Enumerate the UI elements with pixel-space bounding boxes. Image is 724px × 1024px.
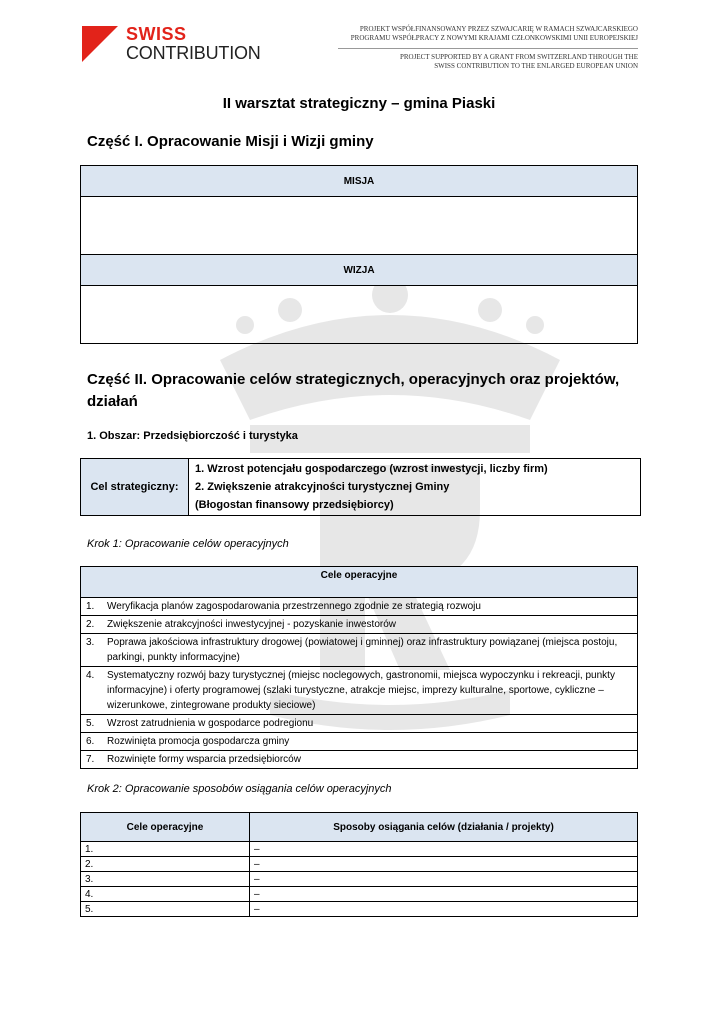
header-en-line-1: PROJECT SUPPORTED BY A GRANT FROM SWITZERLAND THROUGH THE	[400, 53, 638, 61]
op-goal-text: Rozwinięte formy wsparcia przedsiębiorców	[101, 751, 638, 769]
row-number: 1.	[81, 598, 102, 616]
wizja-field[interactable]	[81, 286, 638, 344]
operational-goals-table	[80, 566, 638, 769]
table-row	[81, 872, 638, 887]
table-row	[81, 733, 638, 751]
table-row	[81, 598, 638, 616]
table-row	[81, 902, 638, 917]
header-en-line-2: SWISS CONTRIBUTION TO THE ENLARGED EUROPEAN UNION	[434, 62, 638, 70]
strategic-goal-label: Cel strategiczny:	[81, 459, 189, 516]
table-row	[81, 667, 638, 715]
op-goal-text: Weryfikacja planów zagospodarowania przestrzennego zgodnie ze strategią rozwoju	[101, 598, 638, 616]
row-number: 7.	[81, 751, 102, 769]
methods-cell[interactable]: –	[250, 887, 638, 902]
document-title: II warsztat strategiczny – gmina Piaski	[222, 95, 496, 112]
header-funding-note	[338, 25, 638, 71]
row-number[interactable]: 4.	[81, 887, 250, 902]
swiss-cross-icon	[82, 26, 118, 62]
row-number: 2.	[81, 616, 102, 634]
mission-vision-table	[80, 165, 638, 344]
step2-caption: Krok 2: Opracowanie sposobów osiągania celów operacyjnych	[87, 783, 392, 795]
part1-heading: Część I. Opracowanie Misji i Wizji gminy	[87, 133, 374, 150]
table-row	[81, 751, 638, 769]
methods-table	[80, 812, 638, 917]
row-number: 4.	[81, 667, 102, 715]
swiss-contribution-logo	[82, 25, 261, 62]
logo-contribution-text: CONTRIBUTION	[126, 43, 261, 63]
row-number[interactable]: 5.	[81, 902, 250, 917]
row-number: 5.	[81, 715, 102, 733]
table-row	[81, 616, 638, 634]
op-goal-text: Wzrost zatrudnienia w gospodarce podregionu	[101, 715, 638, 733]
methods-cell[interactable]: –	[250, 872, 638, 887]
table-row	[81, 887, 638, 902]
table-row	[81, 634, 638, 667]
header-pl-line-1: PROJEKT WSPÓŁFINANSOWANY PRZEZ SZWAJCARIĘ W RAMACH SZWAJCARSKIEGO	[359, 25, 638, 33]
strategic-goal-value	[189, 459, 641, 516]
table-row	[81, 857, 638, 872]
logo-swiss-text: SWISS	[126, 24, 187, 44]
op-goal-text: Rozwinięta promocja gospodarcza gminy	[101, 733, 638, 751]
row-number[interactable]: 2.	[81, 857, 250, 872]
area-heading: 1. Obszar: Przedsiębiorczość i turystyka	[87, 430, 298, 442]
methods-header-goals: Cele operacyjne	[81, 813, 250, 842]
misja-field[interactable]	[81, 197, 638, 255]
strategic-line-1: 1. Wzrost potencjału gospodarczego (wzrost inwestycji, liczby firm)	[195, 463, 548, 475]
row-number[interactable]: 1.	[81, 842, 250, 857]
methods-cell[interactable]: –	[250, 857, 638, 872]
misja-header: MISJA	[81, 166, 638, 197]
op-goal-text: Zwiększenie atrakcyjności inwestycyjnej - pozyskanie inwestorów	[101, 616, 638, 634]
op-goal-text: Systematyczny rozwój bazy turystycznej (miejsc noclegowych, gastronomii, miejsca wypoczynku i rekreacji, punkty informacyjne) i oferty programowej (szlaki turystyczne, atrakcje miejsc, imprezy kulturalne, sportowe, cykliczne – wizerunkowe, zintegrowane produkty sieciowe)	[101, 667, 638, 715]
strategic-goal-table	[80, 458, 641, 516]
step1-caption: Krok 1: Opracowanie celów operacyjnych	[87, 538, 289, 550]
op-goal-text: Poprawa jakościowa infrastruktury drogowej (powiatowej i gminnej) oraz infrastruktury powiązanej (miejsca postoju, parkingi, punkty informacyjne)	[101, 634, 638, 667]
row-number: 6.	[81, 733, 102, 751]
part2-heading: Część II. Opracowanie celów strategicznych, operacyjnych oraz projektów, działań	[87, 371, 620, 410]
methods-header-means: Sposoby osiągania celów (działania / projekty)	[250, 813, 638, 842]
methods-cell[interactable]: –	[250, 902, 638, 917]
strategic-line-3: (Błogostan finansowy przedsiębiorcy)	[195, 499, 394, 511]
strategic-line-2: 2. Zwiększenie atrakcyjności turystycznej Gminy	[195, 481, 450, 493]
header-divider	[338, 48, 638, 49]
methods-cell[interactable]: –	[250, 842, 638, 857]
wizja-header: WIZJA	[81, 255, 638, 286]
table-row	[81, 842, 638, 857]
row-number: 3.	[81, 634, 102, 667]
header-pl-line-2: PROGRAMU WSPÓŁPRACY Z NOWYMI KRAJAMI CZŁONKOWSKIMI UNII EUROPEJSKIEJ	[350, 34, 638, 42]
table-row	[81, 715, 638, 733]
row-number[interactable]: 3.	[81, 872, 250, 887]
op-goals-header: Cele operacyjne	[81, 567, 638, 598]
